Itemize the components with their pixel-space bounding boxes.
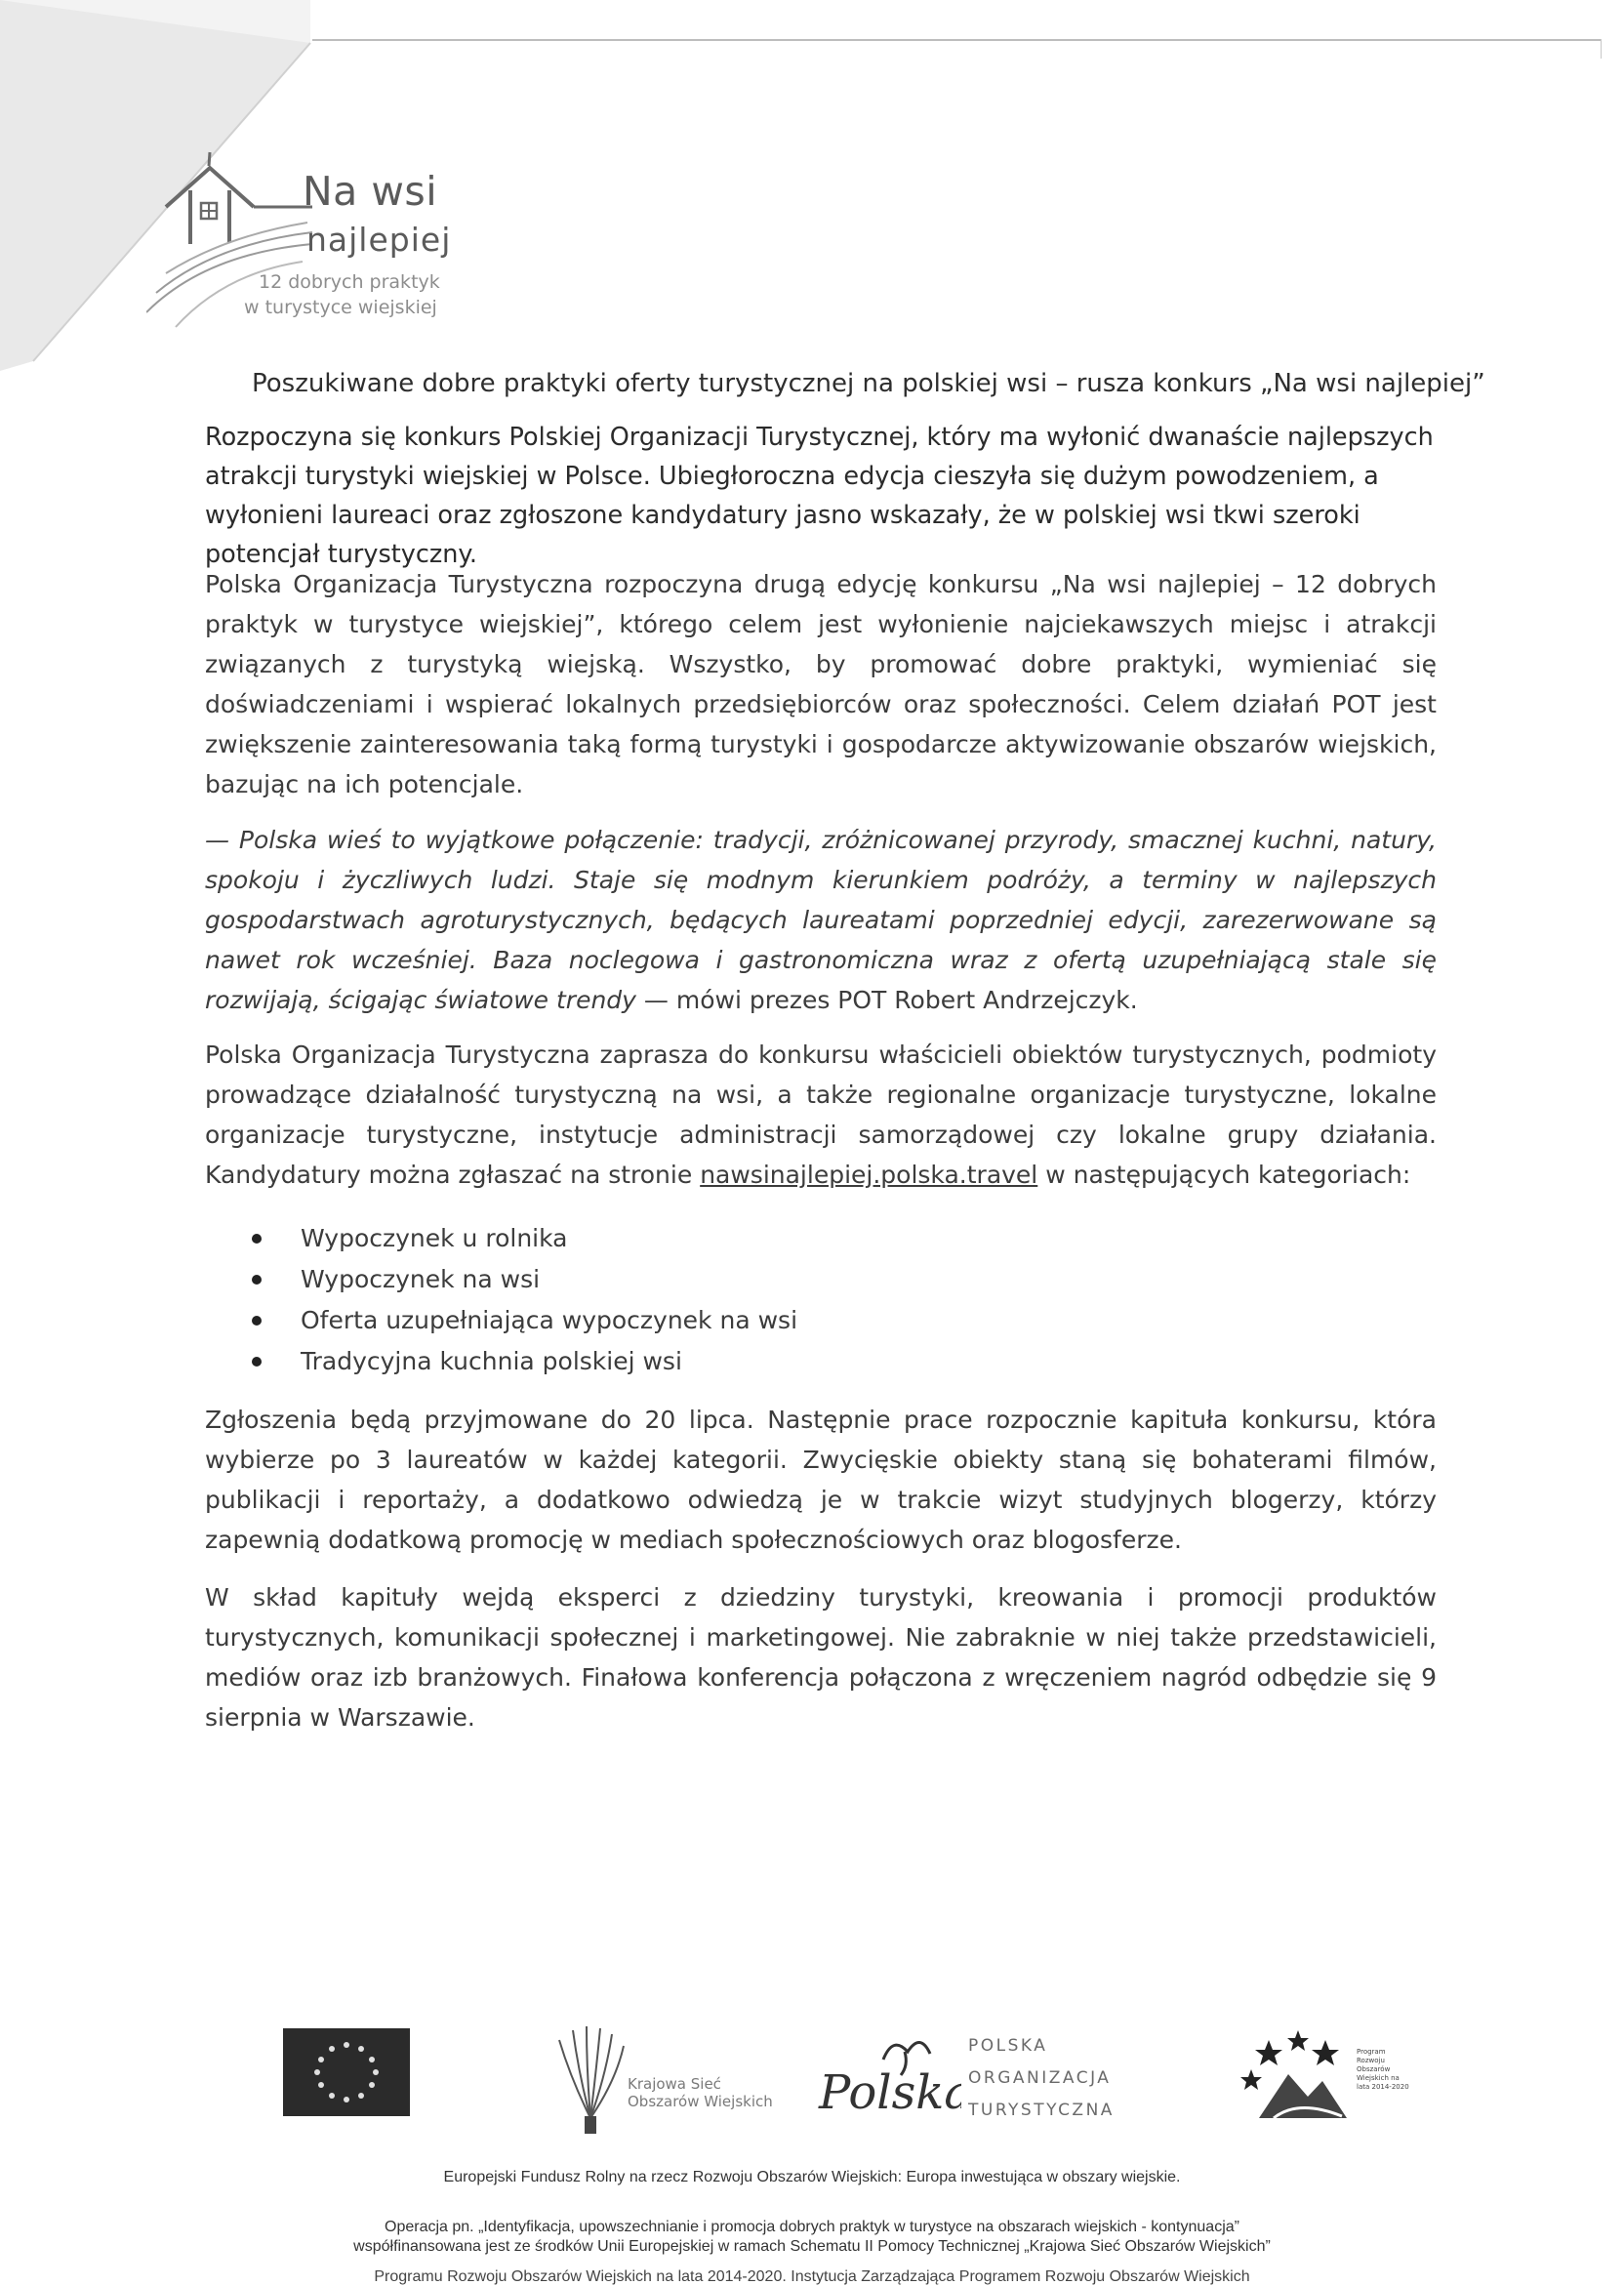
paragraph-3-text-end: w następujących kategoriach: xyxy=(1037,1161,1411,1189)
body-paragraph-3 xyxy=(205,1035,1437,1195)
body-paragraph-5: W skład kapituły wejdą eksperci z dziedziny turystyki, kreowania i promocji produktów turystycznych, komunikacji społecznej i marketingowej. Nie zabraknie w niej także przedstawicieli, mediów oraz izb branżowych. Finałowa konferencja połączona z wręczeniem nagród odbędzie się 9 sierpnia w Warszawie. xyxy=(205,1583,1437,1732)
list-item: Oferta uzupełniająca wypoczynek na wsi xyxy=(252,1300,797,1341)
bullet-icon xyxy=(252,1357,262,1367)
prow-emblem-icon xyxy=(1239,2021,1357,2138)
pot-line-3: TURYSTYCZNA xyxy=(968,2101,1115,2120)
pot-line-2: ORGANIZACJA xyxy=(968,2068,1112,2088)
eu-stars-icon xyxy=(283,2028,410,2116)
logo-title: Na wsi xyxy=(303,168,438,215)
bullet-icon xyxy=(252,1275,262,1285)
bullet-icon xyxy=(252,1234,262,1244)
quote-text: — Polska wieś to wyjątkowe połączenie: tradycji, zróżnicowanej przyrody, smacznej kuchni, natury, spokoju i życzliwych ludzi. Staje się modnym kierunkiem podróży, a terminy w najlepszych gospodarstwach agroturystycznych, będących laureatami poprzedniej edycji, zarezerwowane są nawet rok wcześniej. Baza noclegowa i gastronomiczna wraz z ofertą uzupełniającą stale się rozwijają, ścigając światowe trendy xyxy=(205,826,1437,1014)
polska-logo-text: Polska xyxy=(819,2065,961,2120)
categories-list xyxy=(252,1218,797,1382)
paragraph-3-text-start: Polska Organizacja Turystyczna zaprasza do konkursu właścicieli obiektów turystycznych, podmioty prowadzące działalność turystyczną na wsi, a także regionalne organizacje turystyczne, lokalne organizacje turystyczne, instytucje administracji samorządowej czy lokalne grupy działania. Kandydatury można zgłaszać na stronie xyxy=(205,1041,1437,1189)
footer-operation-line-2: współfinansowana jest ze środków Unii Europejskiej w ramach Schematu II Pomocy Technicznej „Krajowa Sieć Obszarów Wiejskich” xyxy=(353,2238,1271,2255)
pot-line-1: POLSKA xyxy=(968,2036,1048,2056)
list-item: Tradycyjna kuchnia polskiej wsi xyxy=(252,1341,797,1382)
bullet-icon xyxy=(252,1316,262,1326)
scan-edge-line xyxy=(312,39,1601,41)
prow-text: Program Rozwoju Obszarów Wiejskich na lata 2014-2020 xyxy=(1357,2048,1409,2091)
polska-logo-graphic xyxy=(815,2030,961,2138)
eu-flag-logo xyxy=(283,2028,410,2116)
logo-subtitle: najlepiej xyxy=(306,221,452,259)
body-paragraph-1: Polska Organizacja Turystyczna rozpoczyna drugą edycję konkursu „Na wsi najlepiej – 12 dobrych praktyk w turystyce wiejskiej”, którego celem jest wyłonienie najciekawszych miejsc i atrakcji związanych z turystyką wiejską. Wszystko, by promować dobre praktyki, wymieniać się doświadczeniami i wspierać lokalnych przedsiębiorców oraz społeczności. Celem działań POT jest zwiększenie zainteresowania taką formą turystyki i gospodarcze aktywizowanie obszarów wiejskich, bazując na ich potencjale. xyxy=(205,570,1437,798)
body-paragraph-4: Zgłoszenia będą przyjmowane do 20 lipca. Następnie prace rozpocznie kapituła konkursu, która wybierze po 3 laureatów w każdej kategorii. Zwycięskie obiekty staną się bohaterami filmów, publikacji i reportaży, a dodatkowo odwiedzą je w trakcie wizyt studyjnych blogerzy, którzy zapewnią dodatkową promocję w mediach społecznościowych oraz blogosferze. xyxy=(205,1406,1437,1554)
ksow-line-1: Krajowa Sieć xyxy=(628,2075,721,2093)
contest-website-link[interactable]: nawsinajlepiej.polska.travel xyxy=(700,1161,1038,1189)
footer-operation-text xyxy=(0,2218,1624,2257)
logo-tagline-1: 12 dobrych praktyk xyxy=(259,271,440,293)
lead-paragraph: Rozpoczyna się konkurs Polskiej Organizacji Turystycznej, który ma wyłonić dwanaście najlepszych atrakcji turystyki wiejskiej w Polsce. Ubiegłoroczna edycja cieszyła się dużym powodzeniem, a wyłonieni laureaci oraz zgłoszone kandydatury jasno wskazały, że w polskiej wsi tkwi szeroki potencjał turystyczny. xyxy=(205,423,1434,569)
quote-paragraph xyxy=(205,820,1437,1020)
list-item: Wypoczynek na wsi xyxy=(252,1259,797,1300)
footer-operation-line-1: Operacja pn. „Identyfikacja, upowszechnianie i promocja dobrych praktyk w turystyce na obszarach wiejskich - kontynuacja” xyxy=(385,2219,1239,2235)
na-wsi-logo xyxy=(146,146,459,332)
polska-brand-logo xyxy=(815,2030,961,2138)
quote-attribution: — mówi prezes POT Robert Andrzejczyk. xyxy=(635,986,1138,1014)
ksow-tree-icon xyxy=(551,2021,629,2138)
footer-operation-line-3: Programu Rozwoju Obszarów Wiejskich na lata 2014-2020. Instytucja Zarządzająca Programem Rozwoju Obszarów Wiejskich xyxy=(374,2268,1250,2285)
press-release-title: Poszukiwane dobre praktyki oferty turystycznej na polskiej wsi – rusza konkurs „Na wsi najlepiej” xyxy=(252,369,1485,398)
list-item: Wypoczynek u rolnika xyxy=(252,1218,797,1259)
scan-edge-mark xyxy=(1601,39,1602,59)
pot-logo-text xyxy=(968,2030,1115,2127)
ksow-logo xyxy=(551,2021,786,2138)
ksow-line-2: Obszarów Wiejskich xyxy=(628,2093,773,2110)
footer-eafrd-line: Europejski Fundusz Rolny na rzecz Rozwoju Obszarów Wiejskich: Europa inwestująca w obszary wiejskie. xyxy=(443,2169,1181,2185)
logo-tagline-2: w turystyce wiejskiej xyxy=(244,297,437,318)
prow-logo xyxy=(1239,2021,1415,2138)
